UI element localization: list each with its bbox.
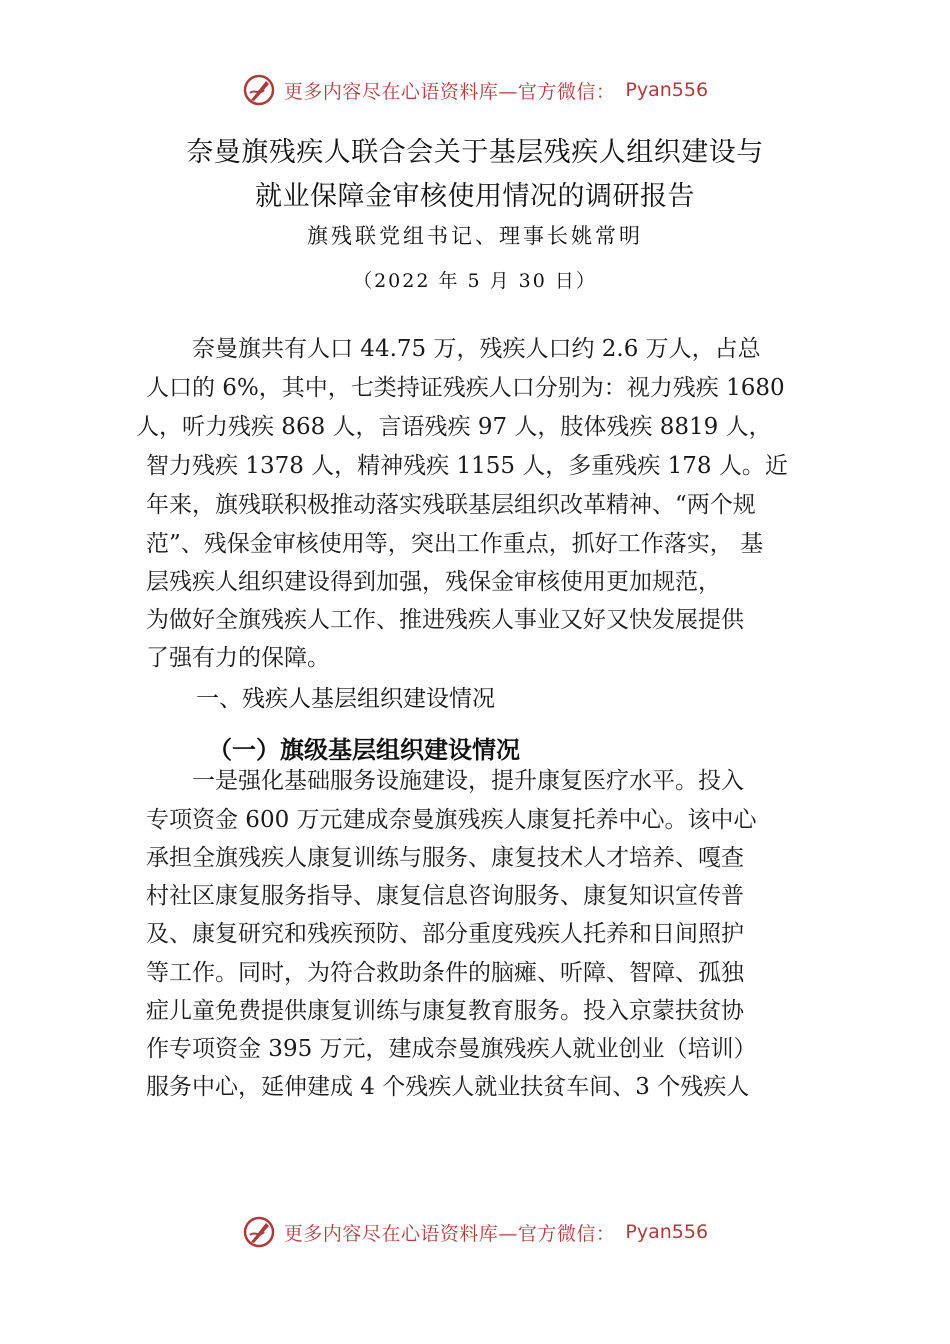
intro-line: 奈曼旗共有人口 44.75 万，残疾人口约 2.6 万人，占总 xyxy=(146,336,761,362)
intro-line: 年来，旗残联积极推动落实残联基层组织改革精神、“两个规 xyxy=(146,492,756,518)
document-author: 旗残联党组书记、理事长姚常明 xyxy=(307,224,643,248)
body-line: 一是强化基础服务设施建设，提升康复医疗水平。投入 xyxy=(146,768,744,794)
intro-line: 了强有力的保障。 xyxy=(146,645,330,671)
intro-line: 人，听力残疾 868 人，言语残疾 97 人，肢体残疾 8819 人， xyxy=(136,414,772,440)
body-line: 等工作。同时，为符合救助条件的脑瘫、听障、智障、孤独 xyxy=(146,960,744,986)
subsection-heading: （一）旗级基层组织建设情况 xyxy=(208,736,520,764)
watermark-text: 更多内容尽在心语资料库—官方微信： xyxy=(283,80,616,103)
document-title-line-2: 就业保障金审核使用情况的调研报告 xyxy=(255,181,695,212)
document-date: （2022 年 5 月 30 日） xyxy=(353,270,597,292)
watermark-footer xyxy=(0,1212,950,1252)
body-line: 症儿童免费提供康复训练与康复教育服务。投入京蒙扶贫协 xyxy=(146,998,744,1024)
body-line: 专项资金 600 万元建成奈曼旗残疾人康复托养中心。该中心 xyxy=(146,807,757,833)
quill-logo-icon xyxy=(242,73,276,107)
body-line: 村社区康复服务指导、康复信息咨询服务、康复知识宣传普 xyxy=(146,883,744,909)
body-line: 及、康复研究和残疾预防、部分重度残疾人托养和日间照护 xyxy=(146,921,744,947)
body-line: 承担全旗残疾人康复训练与服务、康复技术人才培养、嘎查 xyxy=(146,845,744,871)
section-heading: 一、残疾人基层组织建设情况 xyxy=(196,686,495,712)
document-title-line-1: 奈曼旗残疾人联合会关于基层残疾人组织建设与 xyxy=(186,137,764,168)
quill-logo-icon xyxy=(242,1215,276,1249)
body-line: 服务中心，延伸建成 4 个残疾人就业扶贫车间、3 个残疾人 xyxy=(146,1074,750,1100)
watermark-wechat-id: Pyan556 xyxy=(625,1221,709,1243)
intro-line: 范”、残保金审核使用等，突出工作重点，抓好工作落实， 基 xyxy=(146,531,764,557)
watermark-header xyxy=(0,70,950,110)
intro-line: 为做好全旗残疾人工作、推进残疾人事业又好又快发展提供 xyxy=(146,607,744,633)
watermark-text: 更多内容尽在心语资料库—官方微信： xyxy=(283,1222,616,1245)
intro-line: 层残疾人组织建设得到加强，残保金审核使用更加规范， xyxy=(146,569,721,595)
intro-line: 智力残疾 1378 人，精神残疾 1155 人，多重残疾 178 人。近 xyxy=(146,453,788,479)
intro-line: 人口的 6%，其中，七类持证残疾人口分别为：视力残疾 1680 xyxy=(146,375,785,401)
body-line: 作专项资金 395 万元，建成奈曼旗残疾人就业创业（培训） xyxy=(146,1036,757,1062)
watermark-wechat-id: Pyan556 xyxy=(625,79,709,101)
